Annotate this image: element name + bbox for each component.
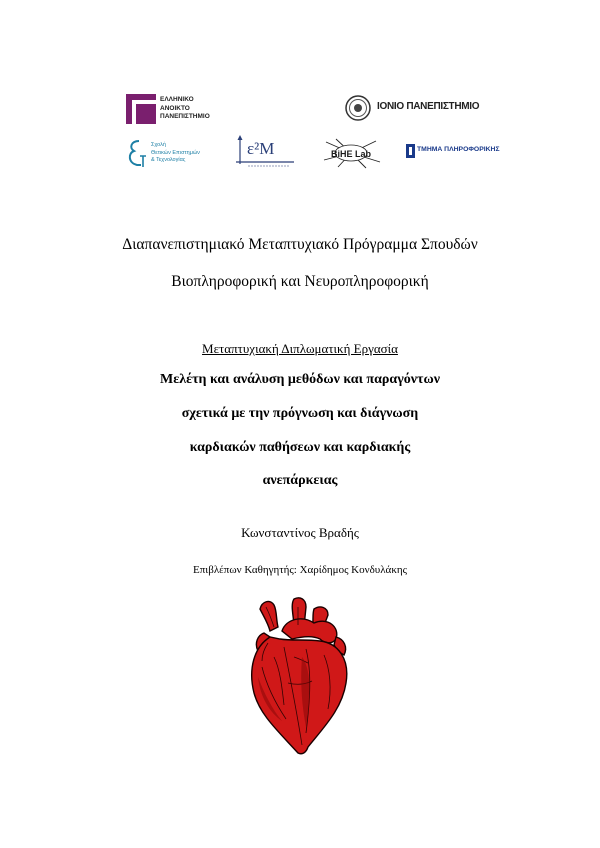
e2m-logo <box>234 134 296 170</box>
tmima-logo-name: ΤΜΗΜΑ ΠΛΗΡΟΦΟΡΙΚΗΣ <box>417 146 500 153</box>
eap-logo-mark <box>126 94 156 124</box>
ionio-logo <box>345 94 515 122</box>
school-logo-line1: Σχολή <box>151 142 166 148</box>
school-logo-line2: Θετικών Επιστημών <box>151 149 200 156</box>
tmima-logo-mark <box>406 144 415 158</box>
anatomical-heart-illustration <box>244 597 354 757</box>
bihe-lab-name: BiHE Lab <box>330 149 372 159</box>
e2m-logo-mark <box>234 134 296 170</box>
thesis-title-line2: σχετικά με την πρόγνωση και διάγνωση <box>181 406 419 421</box>
program-line2: Βιοπληροφορική και Νευροπληροφορική <box>171 273 429 290</box>
thesis-type: Μεταπτυχιακή Διπλωματική Εργασία <box>202 341 398 356</box>
ionio-seal-icon <box>345 95 371 121</box>
author-name: Κωνσταντίνος Βραδής <box>241 525 359 540</box>
eap-logo-line2: ΑΝΟΙΚΤΟ <box>160 104 190 112</box>
school-logo-line3: & Τεχνολογίας <box>151 157 186 163</box>
eap-logo <box>126 94 221 124</box>
supervisor: Επιβλέπων Καθηγητής: Χαρίδημος Κονδυλάκης <box>193 564 407 576</box>
school-logo <box>125 138 215 172</box>
bihe-lab-logo <box>318 136 384 170</box>
eap-logo-line3: ΠΑΝΕΠΙΣΤΗΜΙΟ <box>160 113 210 120</box>
school-logo-mark <box>125 138 147 170</box>
program-line1: Διαπανεπιστημιακό Μεταπτυχιακό Πρόγραμμα Σπουδών <box>122 236 478 253</box>
eap-logo-line1: ΕΛΛΗΝΙΚΟ <box>160 96 194 103</box>
svg-text:ε²Μ: ε²Μ <box>247 139 275 158</box>
thesis-title-line4: ανεπάρκειας <box>262 473 338 488</box>
thesis-title-line1: Μελέτη και ανάλυση μεθόδων και παραγόντων <box>160 372 440 387</box>
heart-icon <box>244 597 354 757</box>
bihe-network-icon <box>318 136 384 170</box>
thesis-title-line3: καρδιακών παθήσεων και καρδιακής <box>189 440 411 455</box>
tmima-logo <box>406 142 500 162</box>
ionio-logo-name: ΙΟΝΙΟ ΠΑΝΕΠΙΣΤΗΜΙΟ <box>377 101 480 112</box>
